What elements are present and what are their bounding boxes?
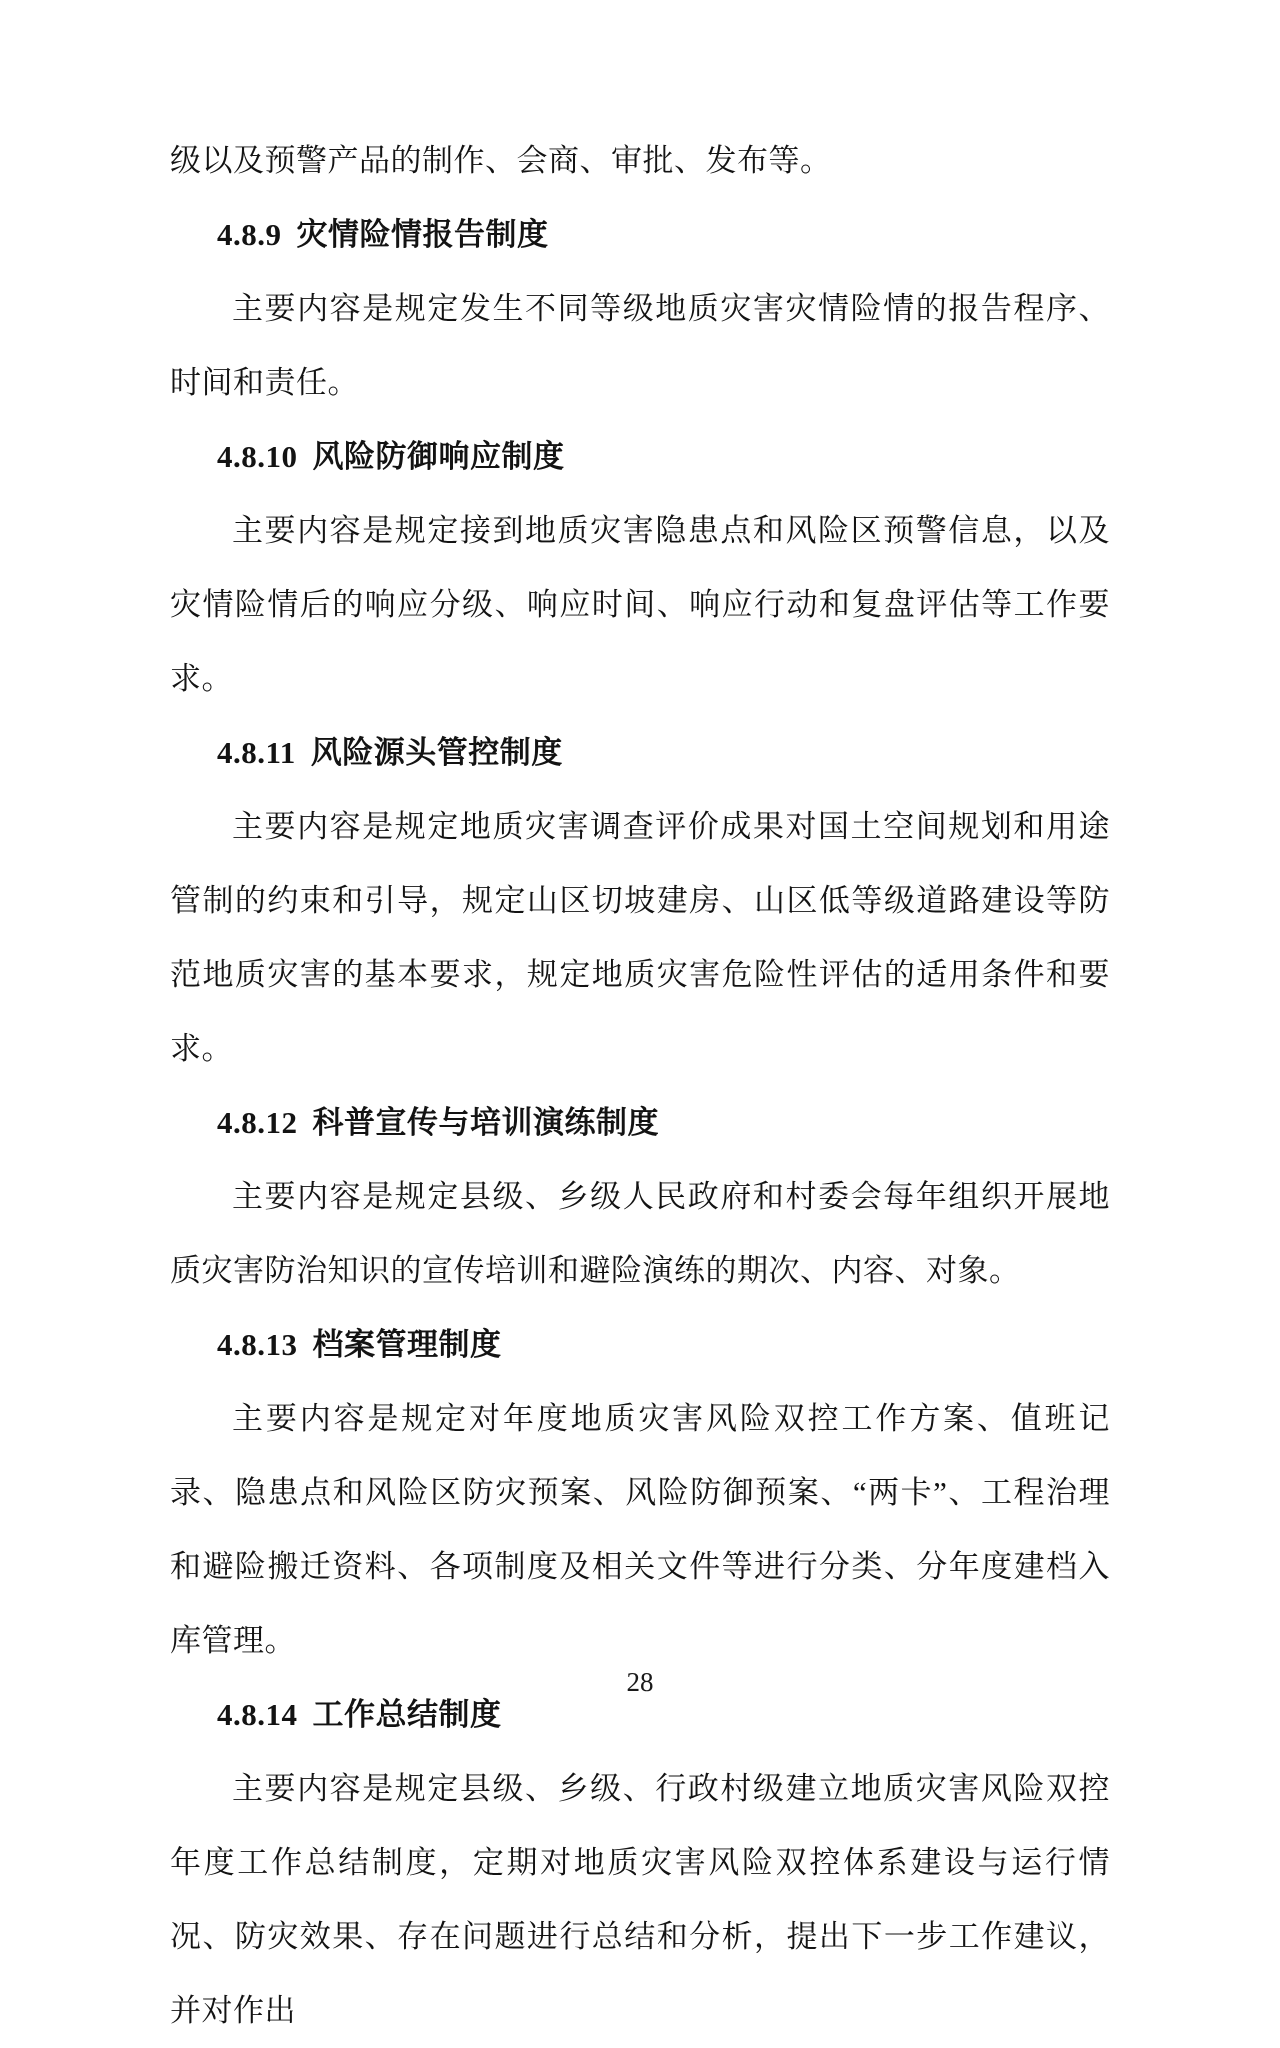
section-title: 工作总结制度 bbox=[312, 1697, 502, 1732]
section-body-4-8-9: 主要内容是规定发生不同等级地质灾害灾情险情的报告程序、时间和责任。 bbox=[170, 291, 1110, 400]
section-body-4-8-13: 主要内容是规定对年度地质灾害风险双控工作方案、值班记录、隐患点和风险区防灾预案、风险防御预案、“两卡”、工程治理和避险搬迁资料、各项制度及相关文件等进行分类、分年度建档入库管理。 bbox=[170, 1401, 1110, 1658]
section-number: 4.8.14 bbox=[217, 1697, 298, 1732]
section-heading-4-8-10 bbox=[170, 420, 1110, 494]
section-heading-4-8-12 bbox=[170, 1086, 1110, 1160]
text-column bbox=[170, 0, 1110, 2048]
section-title: 科普宣传与培训演练制度 bbox=[312, 1105, 659, 1140]
section-title: 风险源头管控制度 bbox=[310, 735, 563, 770]
section-number: 4.8.11 bbox=[217, 735, 296, 770]
section-number: 4.8.13 bbox=[217, 1327, 298, 1362]
section-number: 4.8.10 bbox=[217, 439, 298, 474]
section-body-4-8-12: 主要内容是规定县级、乡级人民政府和村委会每年组织开展地质灾害防治知识的宣传培训和避险演练的期次、内容、对象。 bbox=[170, 1179, 1110, 1288]
section-body-4-8-14: 主要内容是规定县级、乡级、行政村级建立地质灾害风险双控年度工作总结制度，定期对地质灾害风险双控体系建设与运行情况、防灾效果、存在问题进行总结和分析，提出下一步工作建议，并对作出 bbox=[170, 1771, 1110, 2028]
section-heading-4-8-13 bbox=[170, 1308, 1110, 1382]
section-title: 灾情险情报告制度 bbox=[296, 217, 549, 252]
section-heading-4-8-9 bbox=[170, 198, 1110, 272]
continuation-line: 级以及预警产品的制作、会商、审批、发布等。 bbox=[170, 143, 832, 178]
section-title: 风险防御响应制度 bbox=[312, 439, 565, 474]
section-number: 4.8.9 bbox=[217, 217, 282, 252]
page-number: 28 bbox=[626, 1667, 654, 1697]
section-title: 档案管理制度 bbox=[312, 1327, 502, 1362]
section-heading-4-8-11 bbox=[170, 716, 1110, 790]
section-body-4-8-11: 主要内容是规定地质灾害调查评价成果对国土空间规划和用途管制的约束和引导，规定山区切坡建房、山区低等级道路建设等防范地质灾害的基本要求，规定地质灾害危险性评估的适用条件和要求。 bbox=[170, 809, 1110, 1066]
section-body-4-8-10: 主要内容是规定接到地质灾害隐患点和风险区预警信息，以及灾情险情后的响应分级、响应时间、响应行动和复盘评估等工作要求。 bbox=[170, 513, 1110, 696]
section-number: 4.8.12 bbox=[217, 1105, 298, 1140]
